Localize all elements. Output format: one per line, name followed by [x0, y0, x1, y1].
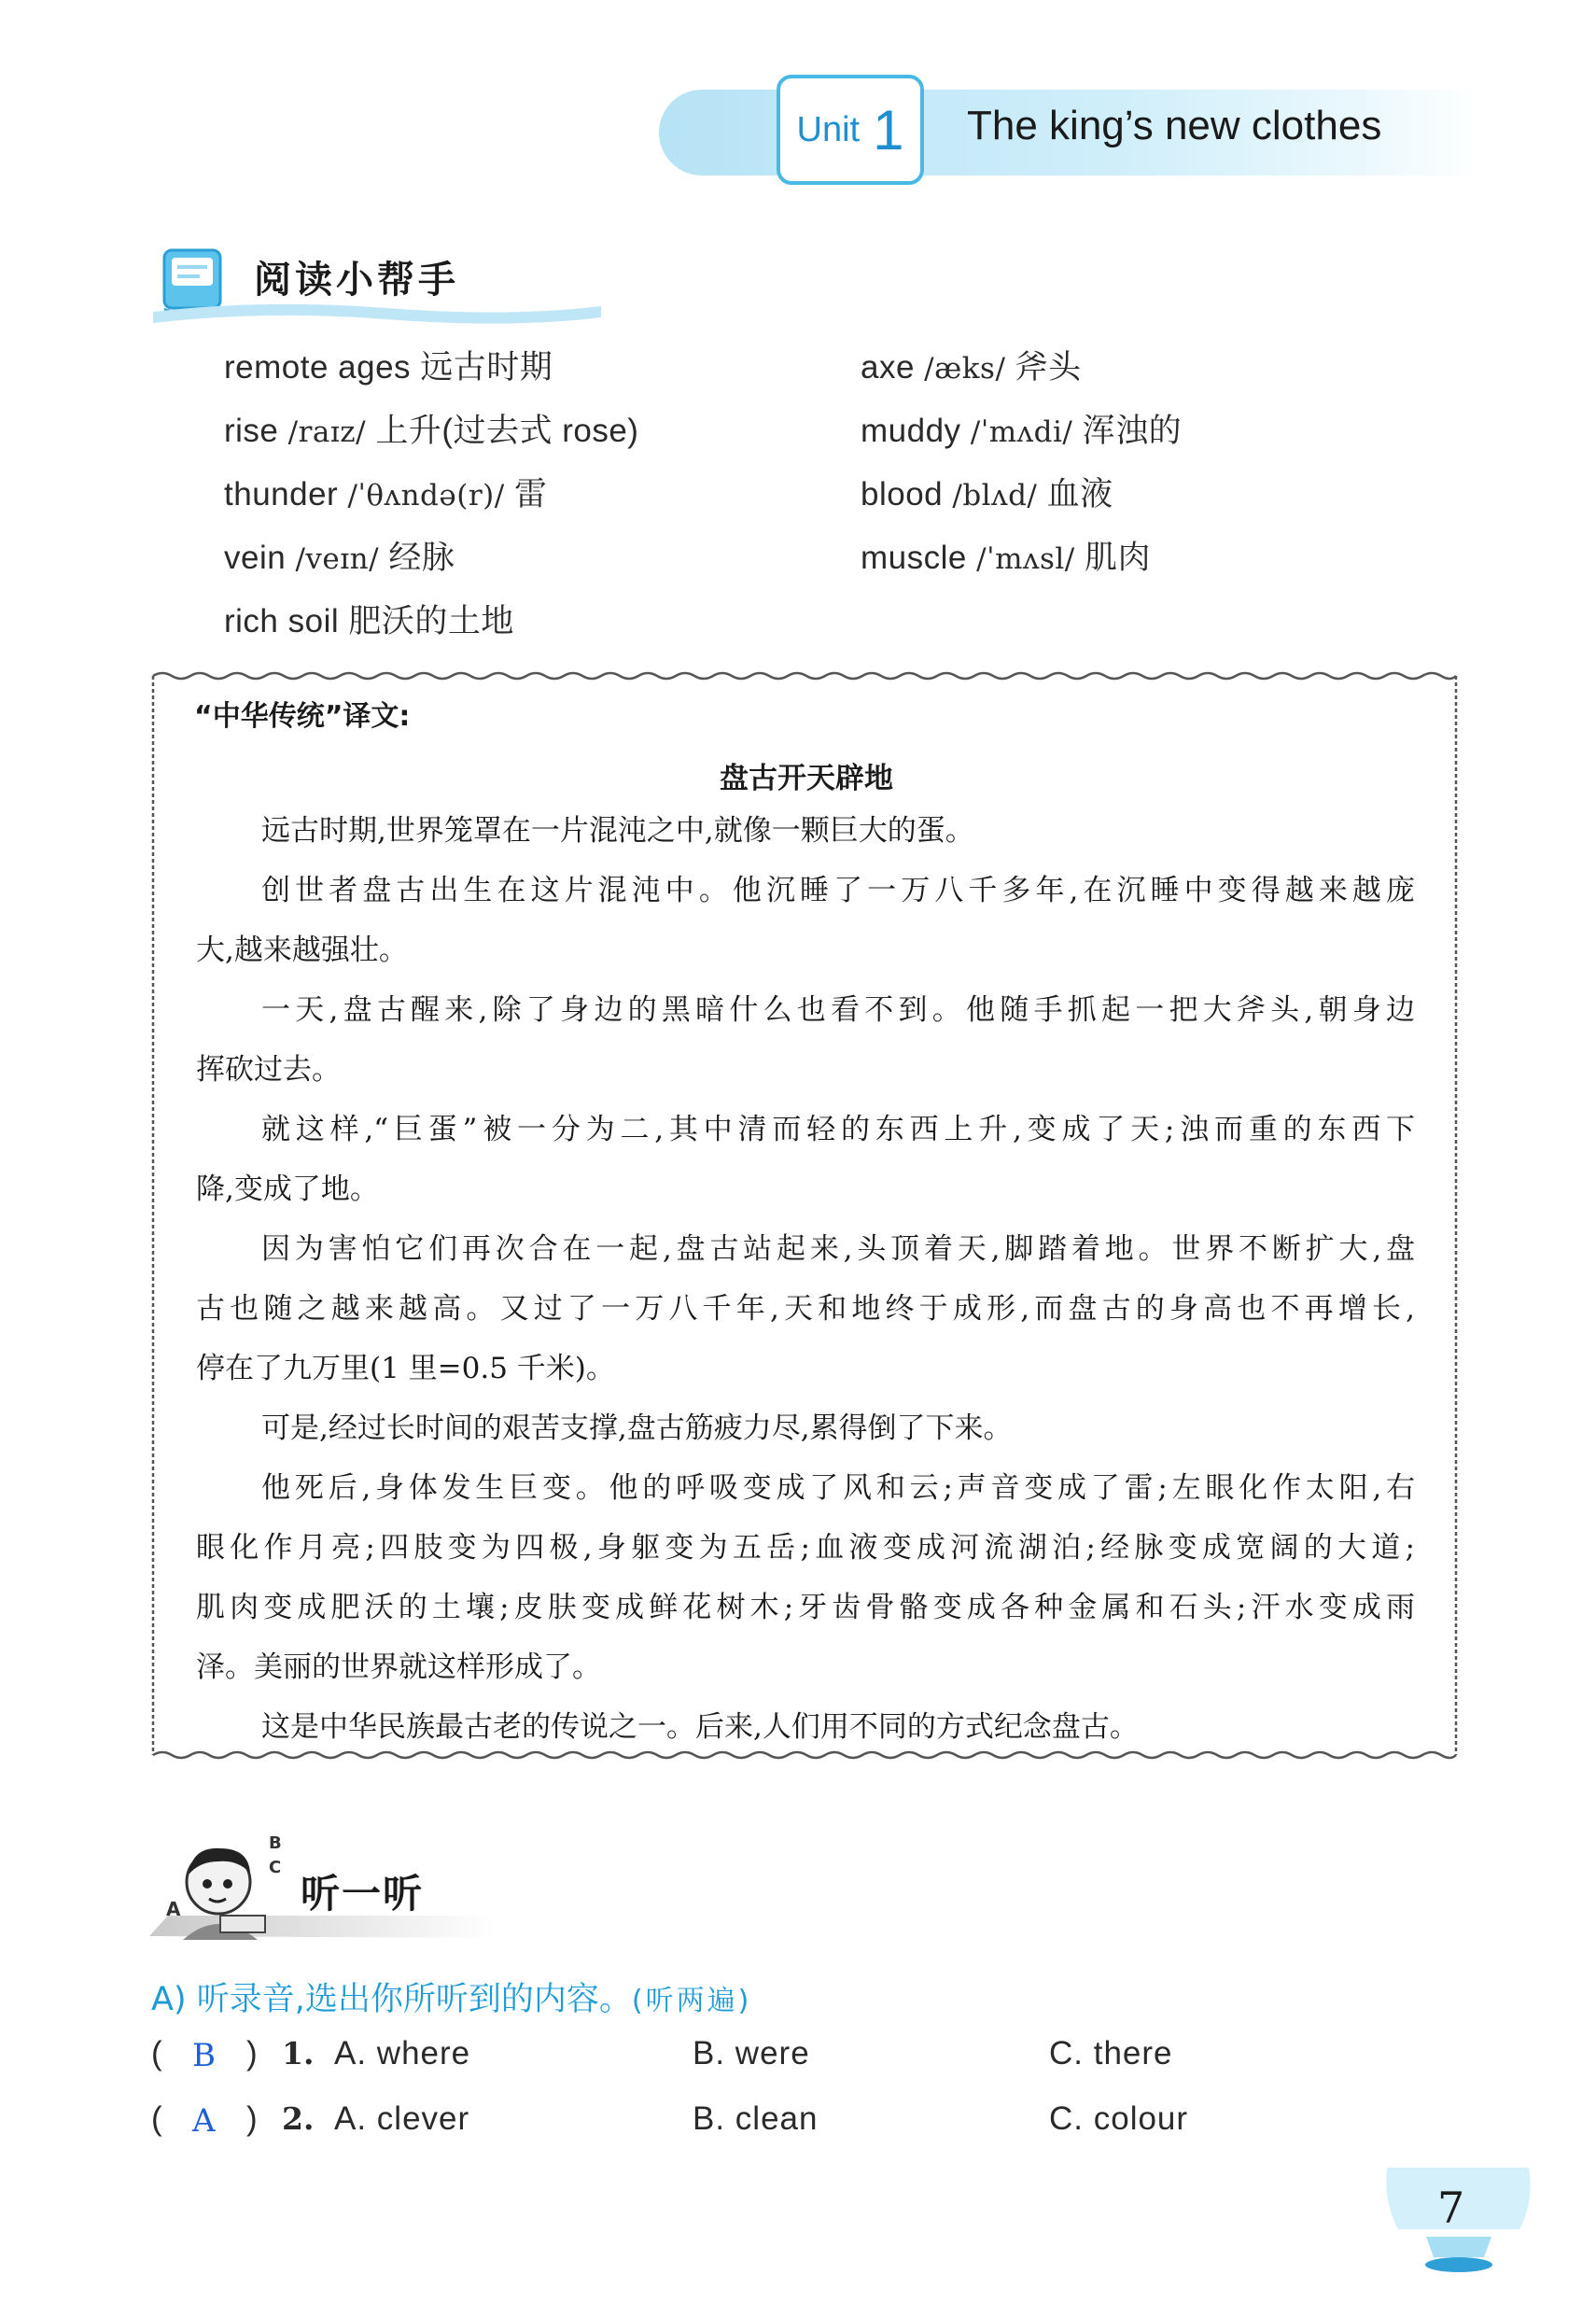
vocab-meaning: 肌肉 [1085, 540, 1152, 576]
vocab-meaning: 斧头 [1015, 349, 1082, 386]
answer-open-paren: ( [151, 2035, 162, 2071]
answer-open-paren: ( [151, 2100, 162, 2137]
vocab-phonetic: /ˈmʌdi/ [970, 415, 1073, 449]
question-number: 1. [282, 2035, 315, 2071]
vocab-item [224, 596, 514, 642]
question-number: 2. [282, 2100, 315, 2137]
vocab-item [224, 342, 553, 388]
story-line: 挥砍过去。 [196, 1053, 341, 1087]
story-line: 可是,经过长时间的艰苦支撑,盘古筋疲力尽,累得倒了下来。 [261, 1411, 1013, 1445]
story-line: 肌肉变成肥沃的土壤;皮肤变成鲜花树木;牙齿骨骼变成各种金属和石头;汗水变成雨 [196, 1591, 1415, 1624]
story-line: 降,变成了地。 [196, 1173, 379, 1206]
vocab-word: rich soil [224, 603, 340, 639]
listening-title: 听一听 [301, 1871, 425, 1917]
vocab-item [861, 532, 1151, 579]
vocab-meaning: 浑浊的 [1082, 413, 1183, 449]
unit-number: 1 [873, 98, 904, 161]
vocab-word: vein [224, 540, 287, 576]
story-line: 他死后,身体发生巨变。他的呼吸变成了风和云;声音变成了雷;左眼化作太阳,右 [261, 1471, 1415, 1505]
story-text [196, 801, 1415, 1757]
answer-close-paren: ) [246, 2035, 258, 2071]
option-b: B. were [693, 2035, 810, 2071]
unit-title: The king’s new clothes [967, 103, 1382, 148]
option-a: A. clever [334, 2100, 470, 2137]
option-c: C. there [1049, 2035, 1173, 2071]
story-line: 古也随之越来越高。又过了一万八千年,天和地终于成形,而盘古的身高也不再增长, [196, 1292, 1415, 1326]
vocab-phonetic: /raɪz/ [287, 415, 367, 449]
vocab-word: remote ages [224, 349, 412, 386]
mascot-letter: C [269, 1858, 282, 1877]
story-line: 就这样,“巨蛋”被一分为二,其中清而轻的东西上升,变成了天;浊而重的东西下 [261, 1113, 1415, 1146]
vocab-item [224, 405, 638, 452]
option-c: C. colour [1049, 2100, 1189, 2137]
option-b: B. clean [693, 2100, 819, 2137]
option-a: A. where [334, 2035, 471, 2071]
title-swoosh [153, 299, 601, 332]
vocab-meaning: 血液 [1046, 476, 1113, 513]
story-line: 创世者盘古出生在这片混沌中。他沉睡了一万八千多年,在沉睡中变得越来越庞 [261, 874, 1415, 907]
vocab-item [861, 405, 1182, 452]
story-line: 停在了九万里(1 里=0.5 千米)。 [196, 1352, 615, 1385]
instruction-note: (听两遍) [631, 1985, 752, 2017]
story-line: 远古时期,世界笼罩在一片混沌之中,就像一颗巨大的蛋。 [261, 814, 974, 848]
story-line: 一天,盘古醒来,除了身边的黑暗什么也看不到。他随手抓起一把大斧头,朝身边 [261, 993, 1415, 1027]
story-line: 泽。美丽的世界就这样形成了。 [196, 1650, 601, 1684]
vocab-word: axe [861, 349, 915, 386]
answer-close-paren: ) [246, 2100, 258, 2137]
page-number: 7 [1437, 2183, 1465, 2233]
story-line: 因为害怕它们再次合在一起,盘古站起来,头顶着天,脚踏着地。世界不断扩大,盘 [261, 1232, 1415, 1266]
vocab-meaning: 上升(过去式 rose) [375, 413, 639, 449]
vocab-word: blood [861, 476, 944, 513]
vocab-word: rise [224, 413, 279, 449]
story-line: 大,越来越强壮。 [196, 934, 408, 967]
question-instruction [151, 1973, 751, 2020]
mascot-letter: A [166, 1898, 181, 1920]
vocab-item [861, 469, 1113, 515]
translation-label: “中华传统”译文: [194, 700, 411, 733]
vocab-phonetic: /ˈmʌsl/ [976, 542, 1075, 576]
answer-value[interactable]: B [192, 2037, 216, 2074]
vocab-word: muscle [861, 540, 967, 576]
vocab-meaning: 雷 [513, 476, 548, 513]
story-line: 这是中华民族最古老的传说之一。后来,人们用不同的方式纪念盘古。 [261, 1710, 1139, 1744]
vocab-phonetic: /ˈθʌndə(r)/ [347, 479, 505, 513]
unit-badge [777, 75, 924, 185]
vocab-item [861, 342, 1082, 388]
answer-value[interactable]: A [192, 2102, 216, 2140]
vocab-phonetic: /blʌd/ [952, 479, 1038, 513]
reading-helper-title: 阅读小帮手 [254, 259, 459, 302]
vocab-word: thunder [224, 476, 339, 513]
vocab-word: muddy [861, 413, 961, 449]
unit-word: Unit [796, 109, 861, 149]
vocab-phonetic: /veɪn/ [295, 542, 380, 576]
listening-mascot [164, 1830, 295, 1942]
story-line: 眼化作月亮;四肢变为四极,身躯变为五岳;血液变成河流湖泊;经脉变成宽阔的大道; [196, 1531, 1415, 1565]
story-title: 盘古开天辟地 [720, 762, 893, 795]
vocab-meaning: 远古时期 [420, 349, 553, 386]
mascot-letter: B [269, 1833, 282, 1853]
vocab-meaning: 经脉 [388, 540, 455, 576]
vocab-item [224, 532, 455, 579]
vocab-phonetic: /æks/ [924, 352, 1006, 386]
vocab-meaning: 肥沃的土地 [348, 603, 514, 639]
vocab-item [224, 469, 547, 515]
instruction-text: A) 听录音,选出你所听到的内容。 [151, 1981, 632, 2018]
